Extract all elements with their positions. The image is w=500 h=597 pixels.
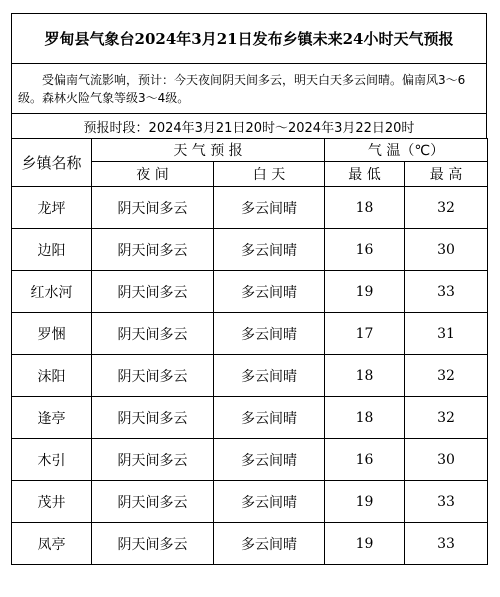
day-weather-cell: 多云间晴	[214, 355, 325, 397]
high-temp-cell: 30	[405, 229, 488, 271]
low-temp-cell: 18	[325, 187, 405, 229]
night-weather-cell: 阴天间多云	[92, 397, 214, 439]
high-temp-cell: 33	[405, 523, 488, 565]
day-weather-cell: 多云间晴	[214, 523, 325, 565]
township-cell: 木引	[12, 439, 92, 481]
night-weather-cell: 阴天间多云	[92, 271, 214, 313]
night-weather-cell: 阴天间多云	[92, 355, 214, 397]
table-row	[12, 271, 488, 313]
township-cell: 罗悃	[12, 313, 92, 355]
low-temp-cell: 19	[325, 481, 405, 523]
night-weather-cell: 阴天间多云	[92, 481, 214, 523]
low-temp-cell: 16	[325, 229, 405, 271]
table-row	[12, 229, 488, 271]
forecast-sheet	[11, 13, 487, 565]
forecast-table	[11, 138, 488, 565]
forecast-period: 预报时段：2024年3月21日20时～2024年3月22日20时	[11, 113, 487, 138]
weather-header: 天 气 预 报	[92, 139, 325, 162]
night-weather-cell: 阴天间多云	[92, 439, 214, 481]
table-row	[12, 439, 488, 481]
table-row	[12, 313, 488, 355]
high-temp-cell: 32	[405, 397, 488, 439]
low-temp-cell: 18	[325, 397, 405, 439]
day-weather-cell: 多云间晴	[214, 313, 325, 355]
township-header: 乡镇名称	[12, 139, 92, 187]
high-header: 最 高	[405, 162, 488, 187]
day-weather-cell: 多云间晴	[214, 397, 325, 439]
night-weather-cell: 阴天间多云	[92, 523, 214, 565]
night-weather-cell: 阴天间多云	[92, 187, 214, 229]
high-temp-cell: 32	[405, 187, 488, 229]
night-weather-cell: 阴天间多云	[92, 229, 214, 271]
day-header: 白 天	[214, 162, 325, 187]
low-header: 最 低	[325, 162, 405, 187]
low-temp-cell: 17	[325, 313, 405, 355]
table-row	[12, 397, 488, 439]
high-temp-cell: 30	[405, 439, 488, 481]
forecast-description: 受偏南气流影响，预计：今天夜间阴天间多云，明天白天多云间晴。偏南风3～6级。森林火险气象等级3～4级。	[11, 63, 487, 113]
day-weather-cell: 多云间晴	[214, 229, 325, 271]
high-temp-cell: 33	[405, 481, 488, 523]
day-weather-cell: 多云间晴	[214, 271, 325, 313]
low-temp-cell: 19	[325, 523, 405, 565]
township-cell: 沫阳	[12, 355, 92, 397]
township-cell: 逢亭	[12, 397, 92, 439]
header-row-1	[12, 139, 488, 162]
low-temp-cell: 16	[325, 439, 405, 481]
temperature-header: 气 温（℃）	[325, 139, 488, 162]
day-weather-cell: 多云间晴	[214, 481, 325, 523]
township-cell: 红水河	[12, 271, 92, 313]
low-temp-cell: 18	[325, 355, 405, 397]
table-row	[12, 187, 488, 229]
township-cell: 茂井	[12, 481, 92, 523]
high-temp-cell: 31	[405, 313, 488, 355]
township-cell: 边阳	[12, 229, 92, 271]
table-row	[12, 481, 488, 523]
table-row	[12, 355, 488, 397]
night-weather-cell: 阴天间多云	[92, 313, 214, 355]
day-weather-cell: 多云间晴	[214, 439, 325, 481]
day-weather-cell: 多云间晴	[214, 187, 325, 229]
high-temp-cell: 32	[405, 355, 488, 397]
low-temp-cell: 19	[325, 271, 405, 313]
township-cell: 龙坪	[12, 187, 92, 229]
high-temp-cell: 33	[405, 271, 488, 313]
page-title: 罗甸县气象台2024年3月21日发布乡镇未来24小时天气预报	[11, 13, 487, 63]
table-row	[12, 523, 488, 565]
township-cell: 凤亭	[12, 523, 92, 565]
night-header: 夜 间	[92, 162, 214, 187]
